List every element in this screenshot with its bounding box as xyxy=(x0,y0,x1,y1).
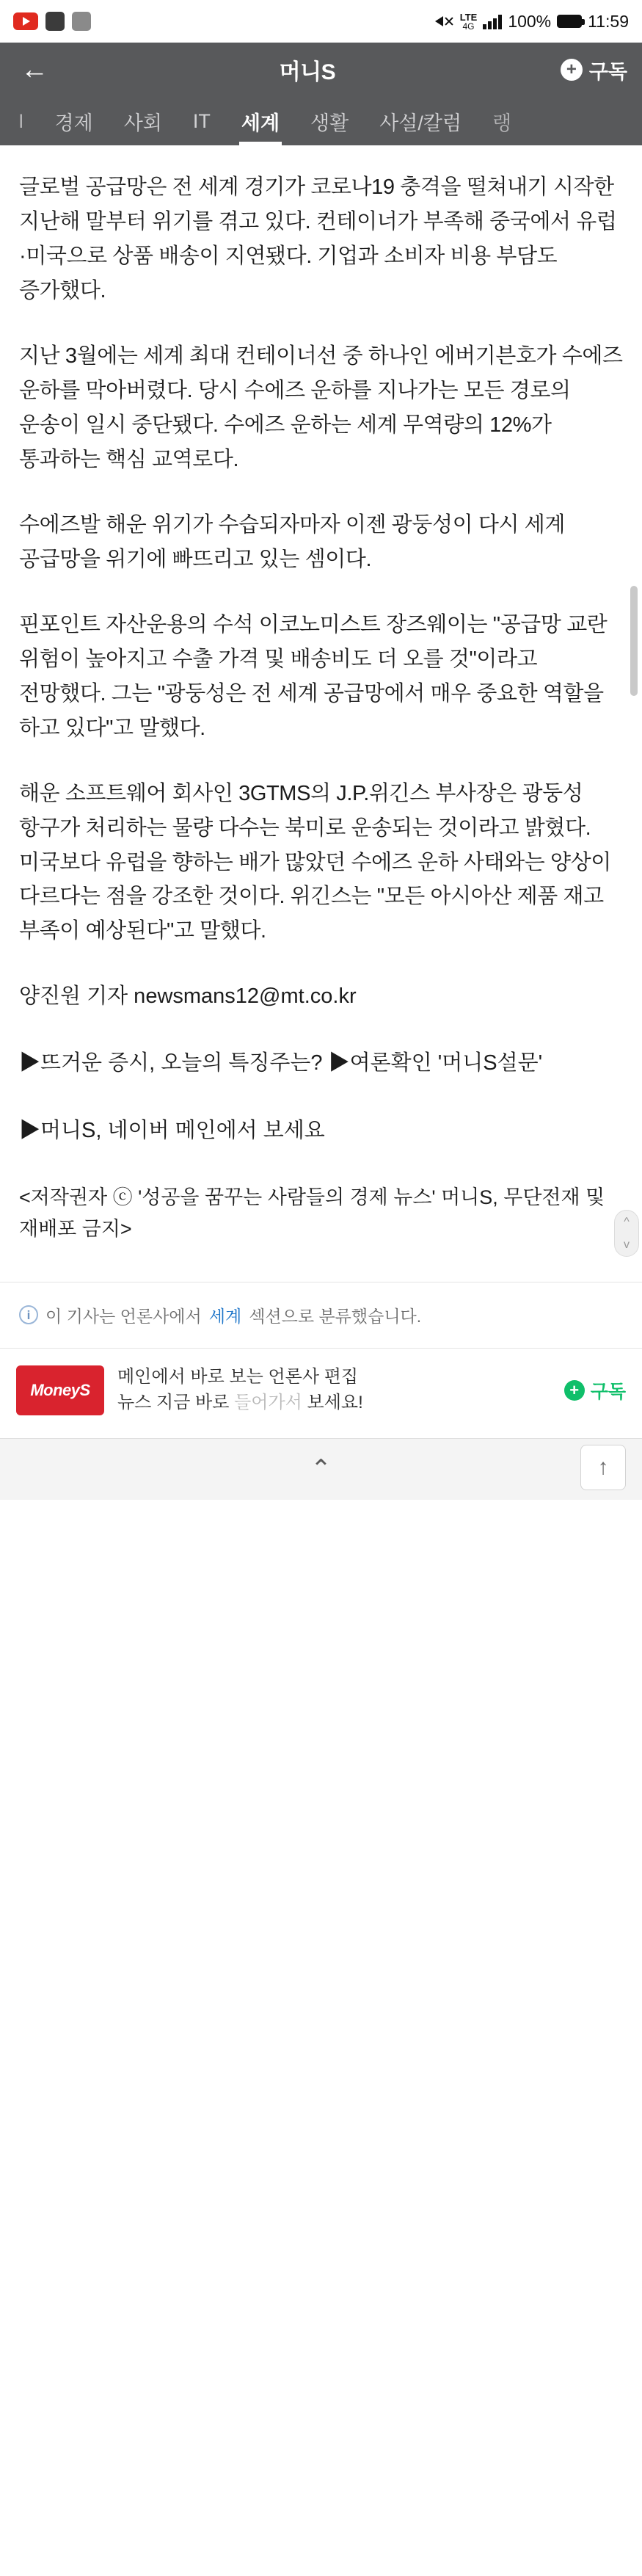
plus-circle-icon: + xyxy=(564,1380,585,1401)
publisher-logo-label: MoneyS xyxy=(30,1380,90,1399)
banner-subscribe-button[interactable] xyxy=(564,1377,626,1404)
publisher-logo xyxy=(16,1365,104,1415)
status-bar xyxy=(0,0,642,43)
banner-line-2-plain: 뉴스 지금 바로 xyxy=(117,1392,235,1412)
subscribe-button[interactable] xyxy=(561,56,627,84)
arrow-up-icon[interactable]: ↑ xyxy=(580,1445,626,1490)
notice-suffix: 섹션으로 분류했습니다. xyxy=(249,1306,422,1326)
article-paragraph: 수에즈발 해운 위기가 수습되자마자 이젠 광둥성이 다시 세계 공급망을 위기에 빠뜨리고 있는 셈이다. xyxy=(19,512,565,571)
chevron-up-small-icon[interactable]: ^ xyxy=(624,1215,630,1228)
status-bar-right-icons xyxy=(435,12,629,32)
tab-partial-left[interactable]: I xyxy=(18,109,24,132)
page-title: 머니S xyxy=(279,60,336,84)
battery-percent-label: 100% xyxy=(508,11,552,31)
clock-label: 11:59 xyxy=(588,11,629,31)
tab-economy[interactable]: 경제 xyxy=(54,112,93,134)
article-paragraph: 핀포인트 자산운용의 수석 이코노미스트 장즈웨이는 "공급망 교란 위험이 높아지고 수출 가격 및 배송비도 더 오를 것"이라고 전망했다. 그는 "광둥성은 전 세계 공급망에서 매우 중요한 역할을 하고 있다"고 말했다. xyxy=(19,612,608,740)
tab-life[interactable]: 생활 xyxy=(310,112,349,134)
scroll-stepper[interactable] xyxy=(614,1210,639,1257)
tab-partial-right[interactable]: 랭 xyxy=(492,112,512,134)
article-paragraph: 지난 3월에는 세계 최대 컨테이너선 중 하나인 에버기븐호가 수에즈 운하를 막아버렸다. 당시 수에즈 운하를 지나가는 모든 경로의 운송이 일시 중단됐다. 수에즈 운하는 세계 무역량의 12%가 통과하는 핵심 교역로다. xyxy=(19,344,623,471)
article-paragraph: 글로벌 공급망은 전 세계 경기가 코로나19 충격을 떨쳐내기 시작한 지난해 말부터 위기를 겪고 있다. 컨테이너가 부족해 중국에서 유럽·미국으로 상품 배송이 지연됐다. 기업과 소비자 비용 부담도 증가했다. xyxy=(19,175,617,302)
tab-it[interactable]: IT xyxy=(192,109,211,132)
signal-bars-icon xyxy=(483,13,502,29)
banner-line-2-faded: 들어가서 xyxy=(234,1392,302,1412)
scrollbar-thumb[interactable] xyxy=(630,586,638,696)
banner-line-2-tail: 보세요! xyxy=(302,1392,363,1412)
app-square-icon xyxy=(45,12,65,31)
notice-prefix: 이 기사는 언론사에서 xyxy=(45,1306,202,1326)
chevron-up-icon[interactable]: ⌃ xyxy=(310,1455,332,1484)
article-body xyxy=(0,145,642,1251)
app-square-icon-grey xyxy=(72,12,91,31)
article-paragraph: 해운 소프트웨어 회사인 3GTMS의 J.P.위긴스 부사장은 광둥성 항구가 처리하는 물량 다수는 북미로 운송되는 것이라고 밝혔다. 미국보다 유럽을 향하는 배가 많았던 수에즈 운하 사태와는 양상이 다르다는 점을 강조한 것이다. 위긴스는 "모든 아시아산 제품 재고 부족이 예상된다"고 말했다. xyxy=(19,781,611,943)
network-type-bottom: 4G xyxy=(462,21,475,32)
network-type-icon xyxy=(460,12,478,31)
category-tab-bar[interactable] xyxy=(0,97,642,145)
battery-full-icon xyxy=(557,15,582,28)
status-bar-left-icons xyxy=(13,12,435,31)
publisher-subscribe-banner[interactable] xyxy=(0,1348,642,1438)
tab-society[interactable]: 사회 xyxy=(123,112,162,134)
promo-link-line-1[interactable]: ▶뜨거운 증시, 오늘의 특징주는? ▶여론확인 '머니S설문' xyxy=(19,1051,543,1075)
youtube-icon xyxy=(13,12,38,30)
banner-subscribe-label: 구독 xyxy=(590,1381,626,1402)
network-type-top: LTE xyxy=(459,11,478,23)
copyright-notice: <저작권자 ⓒ '성공을 꿈꾸는 사람들의 경제 뉴스' 머니S, 무단전재 및 재배포 금지> xyxy=(19,1186,605,1240)
bottom-bar xyxy=(0,1438,642,1500)
plus-circle-icon: + xyxy=(561,59,583,81)
tab-world[interactable]: 세계 xyxy=(226,97,295,145)
section-classification-notice xyxy=(0,1282,642,1348)
tab-editorial-column[interactable]: 사설/칼럼 xyxy=(379,112,462,134)
notice-section-link[interactable]: 세계 xyxy=(208,1306,242,1326)
banner-line-1: 메인에서 바로 보는 언론사 편집 xyxy=(117,1366,359,1387)
info-circle-icon: i xyxy=(19,1305,38,1324)
mute-icon xyxy=(435,12,454,30)
banner-text xyxy=(117,1365,551,1416)
subscribe-label: 구독 xyxy=(588,60,627,83)
banner-line-2 xyxy=(117,1390,551,1416)
back-arrow-icon[interactable]: ← xyxy=(21,54,48,85)
article-byline: 양진원 기자 newsmans12@mt.co.kr xyxy=(19,984,357,1009)
chevron-down-small-icon[interactable]: v xyxy=(624,1238,630,1251)
app-header xyxy=(0,43,642,97)
promo-link-line-2[interactable]: ▶머니S, 네이버 메인에서 보세요 xyxy=(19,1119,325,1143)
